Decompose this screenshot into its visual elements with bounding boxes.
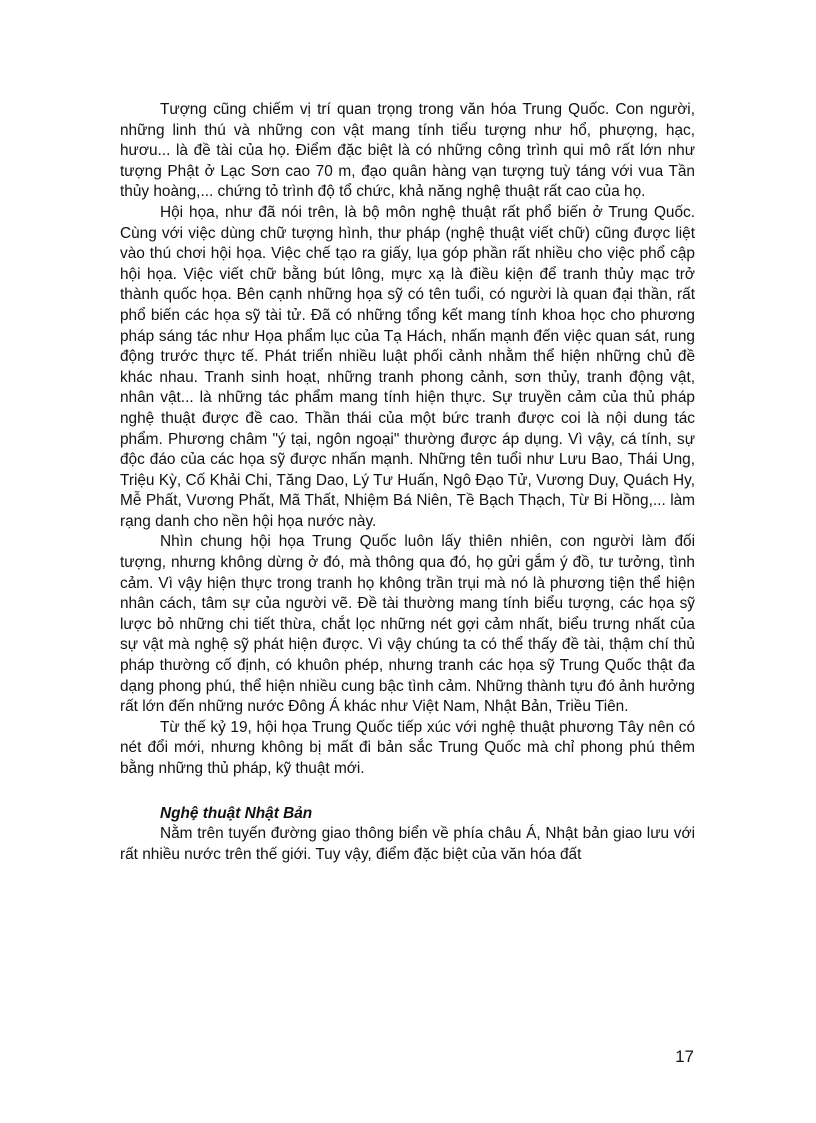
page-body <box>120 100 695 865</box>
paragraph-19th-century: Từ thế kỷ 19, hội họa Trung Quốc tiếp xúc với nghệ thuật phương Tây nên có nét đổi mới, nhưng không bị mất đi bản sắc Trung Quốc mà chỉ phong phú thêm bằng những thủ pháp, kỹ thuật mới. <box>120 718 695 777</box>
paragraph-painting-overview: Nhìn chung hội họa Trung Quốc luôn lấy thiên nhiên, con người làm đối tượng, nhưng không dừng ở đó, mà thông qua đó, họ gửi gắm ý đồ, tư tưởng, tình cảm. Vì vậy hiện thực trong tranh họ không trần trụi mà nó là phương tiện thể hiện nhân cách, tâm sự của người vẽ. Đề tài thường mang tính biểu tượng, các họa sỹ lược bỏ những chi tiết thừa, chắt lọc những nét gợi cảm nhất, biểu trưng nhất của sự vật mà nghệ sỹ phát hiện được. Vì vậy chúng ta có thể thấy đề tài, thậm chí thủ pháp thường cố định, có khuôn phép, nhưng tranh các họa sỹ Trung Quốc thật đa dạng phong phú, thể hiện nhiều cung bậc tình cảm. Những thành tựu đó ảnh hưởng rất lớn đến những nước Đông Á khác như Việt Nam, Nhật Bản, Triều Tiên. <box>120 533 695 716</box>
section-heading-japanese-art: Nghệ thuật Nhật Bản <box>160 804 313 822</box>
paragraph-japan-intro: Nằm trên tuyến đường giao thông biển về phía châu Á, Nhật bản giao lưu với rất nhiều nước trên thế giới. Tuy vậy, điểm đặc biệt của văn hóa đất <box>120 825 695 863</box>
paragraph-painting: Hội họa, như đã nói trên, là bộ môn nghệ thuật rất phổ biến ở Trung Quốc. Cùng với việc dùng chữ tượng hình, thư pháp (nghệ thuật viết chữ) cũng được liệt vào thú chơi hội họa. Việc chế tạo ra giấy, lụa góp phần rất nhiều cho việc phổ cập hội họa. Việc viết chữ bằng bút lông, mực xạ là điều kiện để tranh thủy mạc trở thành quốc họa. Bên cạnh những họa sỹ có tên tuổi, có người là quan đại thần, rất phổ biến các họa sỹ tài tử. Đã có những tổng kết mang tính khoa học cho phương pháp sáng tác như Họa phẩm lục của Tạ Hách, nhấn mạnh đến việc quan sát, rung động trước thực tế. Phát triển nhiều luật phối cảnh nhằm thể hiện những chủ đề khác nhau. Tranh sinh hoạt, những tranh phong cảnh, sơn thủy, tranh động vật, nhân vật... là những tác phẩm mang tính hiện thực. Sự truyền cảm của thủ pháp nghệ thuật được đề cao. Thần thái của một bức tranh được coi là nội dung tác phẩm. Phương châm "ý tại, ngôn ngoại" thường được áp dụng. Vì vậy, cá tính, sự độc đáo của các họa sỹ được nhấn mạnh. Những tên tuổi như Lưu Bao, Thái Ung, Triệu Kỳ, Cố Khải Chi, Tăng Dao, Lý Tư Huấn, Ngô Đạo Tử, Vương Duy, Quách Hy, Mễ Phất, Vương Phất, Mã Thất, Nhiệm Bá Niên, Tề Bạch Thạch, Từ Bi Hồng,... làm rạng danh cho nền hội họa nước này. <box>120 203 695 530</box>
paragraph-sculpture: Tượng cũng chiếm vị trí quan trọng trong văn hóa Trung Quốc. Con người, những linh thú và những con vật mang tính tiểu tượng như hổ, phượng, hạc, hươu... là đề tài của họ. Điểm đặc biệt là có những công trình qui mô rất lớn như tượng Phật ở Lạc Sơn cao 70 m, đạo quân hàng vạn tượng tuỳ táng với vua Tần thủy hoàng,... chứng tỏ trình độ tổ chức, khả năng nghệ thuật rất cao của họ. <box>120 101 695 201</box>
page-number: 17 <box>675 1047 694 1066</box>
